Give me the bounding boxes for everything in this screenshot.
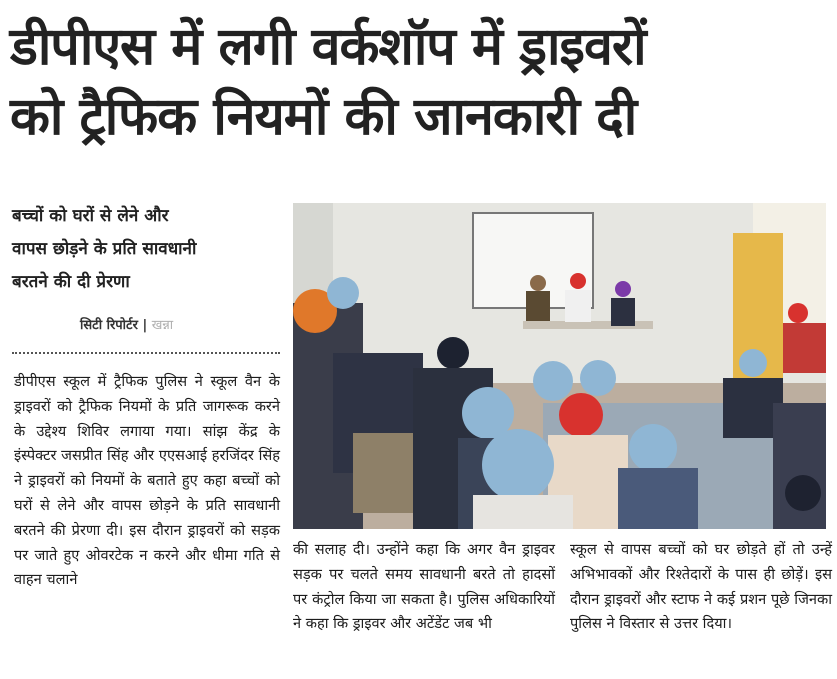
subheadline bbox=[12, 200, 282, 299]
headline bbox=[10, 12, 830, 152]
byline-separator: | bbox=[142, 318, 148, 333]
subheadline-line-2: वापस छोड़ने के प्रति सावधानी bbox=[12, 239, 197, 259]
byline-divider bbox=[12, 352, 280, 354]
article-paragraph-1: डीपीएस स्कूल में ट्रैफिक पुलिस ने स्कूल वैन के ड्राइवरों को ट्रैफिक नियमों के प्रति जागरूक करने के उद्देश्य शिविर लगाया गया। सांझ केंद्र के इंस्पेक्टर जसप्रीत सिंह और एएसआई हरजिंदर सिंह ने ड्राइवरों को नियमों के बताते हुए कहा बच्चों को घरों से लेने और वापस छोड़ने के प्रति सावधानी बरतने की प्रेरणा दी। इस दौरान ड्राइवरों को सड़क पर जाते हुए ओवरटेक न करने और धीमा गति से वाहन चलाने bbox=[14, 373, 280, 589]
article-column-3 bbox=[570, 538, 832, 637]
workshop-photo-illustration bbox=[293, 203, 826, 529]
subheadline-line-3: बरतने की दी प्रेरणा bbox=[12, 272, 130, 292]
subheadline-line-1: बच्चों को घरों से लेने और bbox=[12, 206, 169, 226]
byline bbox=[80, 315, 280, 333]
headline-line-1: डीपीएस में लगी वर्कशॉप में ड्राइवरों bbox=[10, 17, 646, 77]
article-column-2 bbox=[293, 538, 555, 637]
news-photo bbox=[293, 203, 826, 529]
article-column-1 bbox=[14, 370, 280, 593]
byline-reporter: सिटी रिपोर्टर bbox=[80, 318, 138, 333]
headline-line-2: को ट्रैफिक नियमों की जानकारी दी bbox=[10, 87, 637, 147]
article-paragraph-3: स्कूल से वापस बच्चों को घर छोड़ते हों तो उन्हें अभिभावकों और रिश्तेदारों के पास ही छोड़ें। इस दौरान ड्राइवरों और स्टाफ ने कई प्रशन पूछे जिनका पुलिस ने विस्तार से उत्तर दिया। bbox=[570, 541, 832, 633]
article-paragraph-2: की सलाह दी। उन्होंने कहा कि अगर वैन ड्राइवर सड़क पर चलते समय सावधानी बरते तो हादसों पर कंट्रोल किया जा सकता है। पुलिस अधिकारियों ने कहा कि ड्राइवर और अटेंडेंट जब भी bbox=[293, 541, 555, 633]
byline-city: खन्ना bbox=[151, 318, 174, 333]
